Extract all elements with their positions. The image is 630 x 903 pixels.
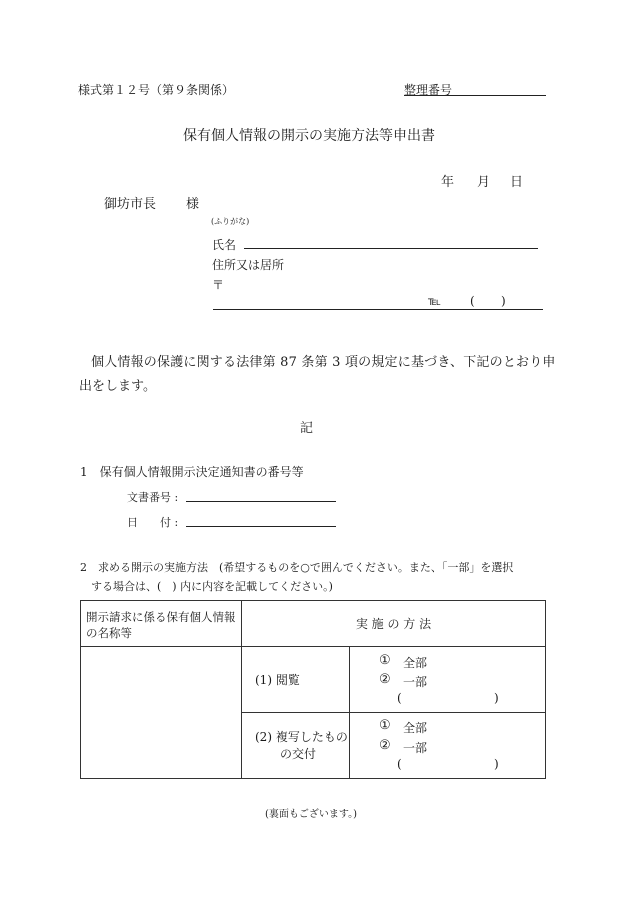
doc-number-label: 文書番号 :: [127, 491, 179, 504]
body-text-line1: 個人情報の保護に関する法律第 87 条第 3 項の規定に基づき、下記のとおり申: [91, 355, 556, 370]
date-day: 日: [510, 175, 524, 190]
addressee-honorific: 様: [186, 197, 200, 212]
method-label-1: (1) 閲覧: [255, 673, 300, 687]
date-year: 年: [441, 175, 455, 190]
date-line[interactable]: [186, 526, 336, 527]
section2-heading-line1: 2 求める開示の実施方法 (希望するものを○で囲んでください。また、「一部」を選択: [80, 561, 514, 574]
col2-header-cell: [242, 601, 546, 647]
method-label-2a: (2) 複写したもの: [255, 729, 348, 744]
option-partial-label-2: 一部: [403, 741, 428, 755]
address-field-line[interactable]: [213, 309, 543, 310]
option-partial-mark-2[interactable]: ②: [379, 738, 391, 753]
name-label: 氏名: [212, 238, 237, 252]
method-cell-2: [242, 713, 350, 779]
option-all-mark-1[interactable]: ①: [379, 653, 391, 668]
address-label: 住所又は居所: [212, 258, 285, 272]
option-partial-mark-1[interactable]: ②: [379, 672, 391, 687]
form-number: 様式第１２号（第９条関係）: [78, 83, 235, 97]
furigana-label: (ふりがな): [211, 217, 250, 226]
postal-mark: 〒: [212, 278, 225, 292]
method-table: [80, 600, 546, 779]
section1-heading: 1 保有個人情報開示決定通知書の番号等: [80, 465, 304, 479]
option-all-label-2: 全部: [403, 721, 428, 735]
option-partial-label-1: 一部: [403, 675, 428, 689]
partial-paren-close-2: ): [494, 757, 499, 771]
addressee-name: 御坊市長: [104, 197, 157, 212]
options-cell-2: [350, 713, 546, 779]
partial-paren-close-1: ): [494, 691, 499, 705]
tel-paren-open: (: [470, 294, 475, 308]
date-label: 日 付 :: [127, 516, 179, 529]
document-title: 保有個人情報の開示の実施方法等申出書: [183, 128, 435, 144]
partial-paren-open-1: (: [397, 691, 402, 705]
tel-paren-close: ): [501, 294, 506, 308]
method-cell-1: [242, 647, 350, 713]
col2-header: 実 施 の 方 法: [355, 617, 432, 631]
name-field-line[interactable]: [244, 248, 538, 249]
date-month: 月: [477, 175, 491, 190]
reference-number-label: 整理番号: [404, 83, 453, 97]
options-cell-1: [350, 647, 546, 713]
tel-label: ℡: [428, 294, 441, 308]
section2-heading-line2: する場合は、( ) 内に内容を記載してください。): [91, 580, 333, 593]
col1-header-cell: [81, 601, 242, 647]
ki-label: 記: [300, 421, 314, 436]
reference-number-line: [404, 95, 546, 96]
footer-note: (裏面もございます。): [265, 809, 358, 820]
col1-header: 開示請求に係る保有個人情報の名称等: [86, 610, 236, 640]
option-all-label-1: 全部: [403, 656, 428, 670]
doc-number-line[interactable]: [186, 501, 336, 502]
partial-paren-open-2: (: [397, 757, 402, 771]
info-name-cell[interactable]: [81, 647, 242, 779]
method-label-2b: の交付: [280, 746, 317, 761]
body-text-line2: 出をします。: [79, 379, 156, 394]
option-all-mark-2[interactable]: ①: [379, 718, 391, 733]
